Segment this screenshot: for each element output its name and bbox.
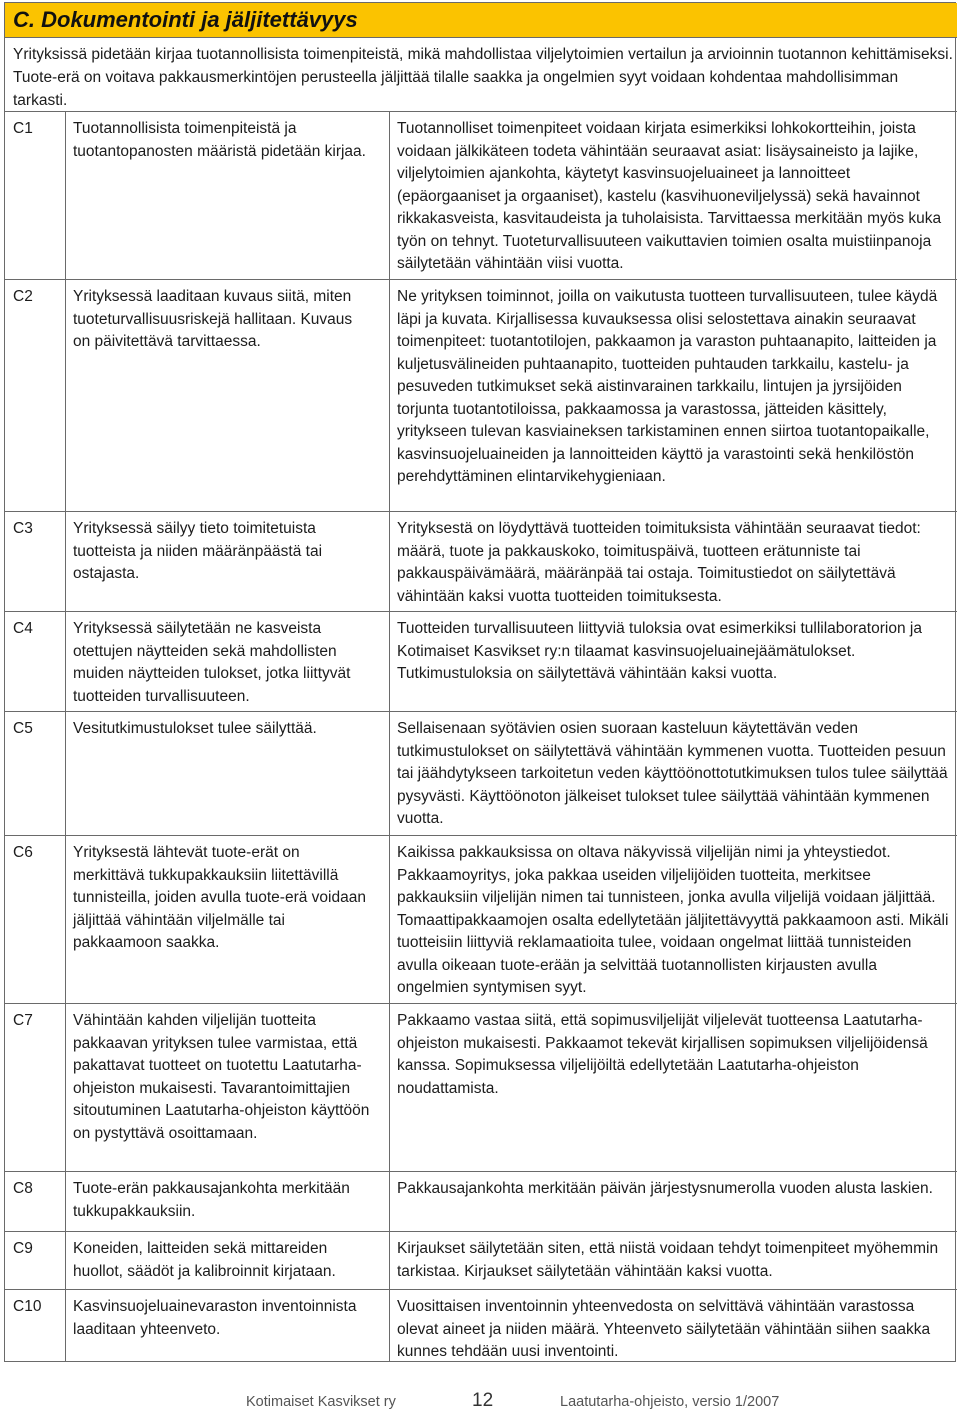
requirement-row-c5 [5,711,957,835]
requirement-id: C9 [13,1240,33,1257]
column-divider [389,612,390,712]
requirement-guidance: Vuosittaisen inventoinnin yhteenvedosta on selvittävä vähintään varastossa olevat aineet ja niiden määrä. Yhteenveto säilytetään vähintään siihen saakka kunnes tehdään uusi inventointi. [397,1298,931,1360]
column-divider [389,280,390,512]
column-divider [65,1290,66,1362]
requirement-row-c1 [5,111,957,279]
page-number: 12 [472,1390,494,1411]
requirement-text: Yrityksestä lähtevät tuote-erät on merkittävä tukkupakkauksiin liitettävillä tunnisteilla, joiden avulla tuote-erä voidaan jäljittää vähintään viljelmälle tai pakkaamoon saakka. [73,844,366,951]
requirement-row-c9 [5,1231,957,1289]
requirement-id: C6 [13,844,33,861]
requirement-row-c6 [5,835,957,1003]
column-divider [65,1004,66,1172]
page-footer [0,1380,960,1418]
section-title: C. Dokumentointi ja jäljitettävyys [13,7,358,32]
requirement-guidance: Ne yrityksen toiminnot, joilla on vaikutusta tuotteen turvallisuuteen, tulee käydä läpi ja kuvata. Kirjallisessa kuvauksessa olisi selostettava ainakin seuraavat toimenpiteet: tuotantotilojen, pakkaamon ja varaston puhtaanapito, laitteiden ja kuljetusvälineiden puhtaanapito, tuotteiden puhtauden tarkkailu, kastelu- ja pesuveden tutkimukset sekä aistinvarainen tarkkailu, lintujen ja jyrsijöiden torjunta tuotantotiloissa, pakkaamossa ja varastossa, jätteiden käsittely, yritykseen tulevan kasviaineksen tarkistaminen ennen siirtoa tuotantopaikalle, kasvinsuojeluaineiden ja lannoitteiden käyttö ja varastointi sekä henkilöstön perehdyttäminen elintarvikehygieniaan. [397,288,938,485]
requirement-guidance: Tuotteiden turvallisuuteen liittyviä tuloksia ovat esimerkiksi tullilaboratorion ja Kotimaiset Kasvikset ry:n tilaamat kasvinsuojeluainejäämätulokset. Tutkimustuloksia on säilytettävä vähintään kaksi vuotta. [397,620,922,682]
requirement-guidance: Sellaisenaan syötävien osien suoraan kasteluun käytettävän veden tutkimustulokset on säilytettävä vähintään kymmenen vuotta. Tuotteiden pesuun tai jäähdytykseen tarkoitetun veden käyttöönottotutkimuksen tulos tulee säilyttää pysyvästi. Käyttöönoton jälkeiset tulokset tulee säilyttää vähintään kymmenen vuotta. [397,720,948,827]
section-frame [4,2,956,1362]
requirement-row-c8 [5,1171,957,1231]
column-divider [65,1232,66,1290]
requirement-text: Vähintään kahden viljelijän tuotteita pakkaavan yrityksen tulee varmistaa, että pakattavat tuotteet on tuotettu Laatutarha-ohjeiston mukaisesti. Tavarantoimittajien sitoutuminen Laatutarha-ohjeiston käyttöön on pystyttävä osoittamaan. [73,1012,370,1142]
column-divider [389,712,390,836]
requirement-id: C8 [13,1180,33,1197]
requirement-guidance: Kirjaukset säilytetään siten, että niistä voidaan tehdyt toimenpiteet myöhemmin tarkistaa. Kirjaukset säilytetään vähintään kaksi vuotta. [397,1240,939,1280]
requirement-row-c4 [5,611,957,711]
column-divider [389,1004,390,1172]
requirement-guidance: Yrityksestä on löydyttävä tuotteiden toimituksista vähintään seuraavat tiedot: määrä, tuote ja pakkauskoko, toimituspäivä, tuotteen erätunniste tai pakkauspäivämäärä, määränpää tai ostaja. Toimitustiedot on säilytettävä vähintään kaksi vuotta tuotteiden toimituksesta. [397,520,921,605]
requirement-text: Kasvinsuojeluainevaraston inventoinnista laaditaan yhteenveto. [73,1298,357,1338]
requirement-id: C4 [13,620,33,637]
requirement-text: Vesitutkimustulokset tulee säilyttää. [73,720,317,737]
column-divider [389,1172,390,1232]
column-divider [65,112,66,280]
requirement-text: Yrityksessä säilytetään ne kasveista otettujen näytteiden sekä mahdollisten muiden näytteiden tulokset, jotka liittyvät tuotteiden turvallisuuteen. [73,620,351,705]
column-divider [389,512,390,612]
requirement-guidance: Tuotannolliset toimenpiteet voidaan kirjata esimerkiksi lohkokortteihin, joista voidaan jälkikäteen todeta vähintään seuraavat asiat: lisäysaineisto ja lajike, viljelytoimien ajankohta, käytetyt kasvinsuojeluaineet ja lannoitteet (epäorgaaniset ja orgaaniset), kastelu (kasvihuoneviljelyssä) sekä havainnot rikkakasveista, kasvitaudeista ja tuholaisista. Tarvittaessa merkitään myös kuka työn on tehnyt. Tuoteturvallisuuteen vaikuttavien toimien osalta muistiinpanoja säilytetään vähintään viisi vuotta. [397,120,942,272]
column-divider [65,1172,66,1232]
requirement-id: C3 [13,520,33,537]
column-divider [65,612,66,712]
requirement-id: C10 [13,1298,42,1315]
column-divider [389,1232,390,1290]
section-intro: Yrityksissä pidetään kirjaa tuotannollisista toimenpiteistä, mikä mahdollistaa viljelytoimien vertailun ja arvioinnin tuotannon kehittämiseksi. Tuote-erä on voitava pakkausmerkintöjen perusteella jäljittää tilalle saakka ja ongelmien syyt voidaan kohdentaa mahdollisimman tarkasti. [13,46,953,109]
section-title-bar [5,3,957,38]
column-divider [65,836,66,1004]
requirement-id: C7 [13,1012,33,1029]
requirement-text: Koneiden, laitteiden sekä mittareiden huollot, säädöt ja kalibroinnit kirjataan. [73,1240,336,1280]
requirement-row-c3 [5,511,957,611]
requirement-guidance: Pakkaamo vastaa siitä, että sopimusviljelijät viljelevät tuotteensa Laatutarha-ohjeiston mukaisesti. Pakkaamot tekevät kirjallisen sopimuksen viljelijöidensä kanssa. Sopimuksessa viljelijöiltä edellytetään Laatutarha-ohjeiston noudattamista. [397,1012,928,1097]
requirement-id: C2 [13,288,33,305]
requirement-row-c2 [5,279,957,511]
requirement-text: Yrityksessä laaditaan kuvaus siitä, miten tuoteturvallisuusriskejä hallitaan. Kuvaus on päivitettävä tarvittaessa. [73,288,353,350]
footer-organization: Kotimaiset Kasvikset ry [246,1394,396,1410]
column-divider [389,836,390,1004]
column-divider [389,112,390,280]
footer-guide-version: Laatutarha-ohjeisto, versio 1/2007 [560,1394,780,1410]
requirement-row-c7 [5,1003,957,1171]
column-divider [389,1290,390,1362]
column-divider [65,280,66,512]
requirement-text: Yrityksessä säilyy tieto toimitetuista tuotteista ja niiden määränpäästä tai ostajasta. [73,520,323,582]
requirement-guidance: Pakkausajankohta merkitään päivän järjestysnumerolla vuoden alusta laskien. [397,1180,933,1197]
requirement-id: C5 [13,720,33,737]
requirement-text: Tuote-erän pakkausajankohta merkitään tukkupakkauksiin. [73,1180,350,1220]
requirement-text: Tuotannollisista toimenpiteistä ja tuotantopanosten määristä pidetään kirjaa. [73,120,366,160]
requirement-guidance: Kaikissa pakkauksissa on oltava näkyvissä viljelijän nimi ja yhteystiedot. Pakkaamoyritys, joka pakkaa useiden viljelijöiden tuotteita, merkitsee pakkauksiin viljelijän nimen tai tunnisteen, jonka avulla viljelijä voidaan jäljittää. Tomaattipakkaamojen osalta edellytetään jäljitettävyyttä pakkaamoon asti. Mikäli tuotteisiin liittyviä reklamaatioita tulee, voidaan ongelmat liittää tunnisteiden avulla oikeaan tuote-erään ja selvittää tuotannollisten kirjausten avulla ongelmien syntymisen syyt. [397,844,949,996]
column-divider [65,512,66,612]
column-divider [65,712,66,836]
requirement-id: C1 [13,120,33,137]
requirement-row-c10 [5,1289,957,1361]
